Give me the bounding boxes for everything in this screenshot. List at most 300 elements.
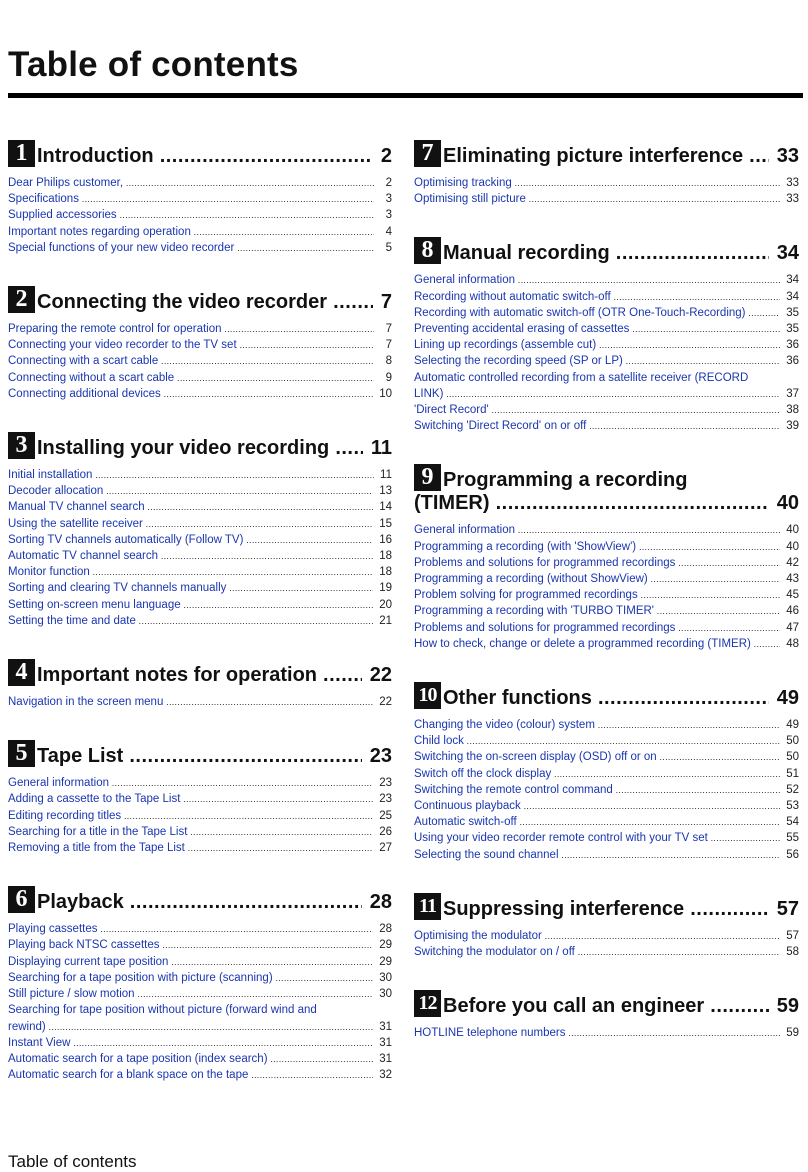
- entry-page-number: 56: [786, 848, 799, 861]
- section-heading[interactable]: [414, 237, 799, 265]
- entry-title: [414, 555, 780, 571]
- section-page-number: 34: [776, 242, 799, 265]
- toc-entry[interactable]: [414, 418, 799, 434]
- entry-title: [8, 516, 373, 532]
- toc-entry[interactable]: [414, 370, 799, 402]
- toc-entry[interactable]: [8, 516, 392, 532]
- entry-title-text: Sorting and clearing TV channels manually: [8, 582, 227, 595]
- toc-entry[interactable]: [8, 808, 392, 824]
- chapter-number-badge: 10: [414, 682, 441, 709]
- entry-title: [8, 386, 373, 402]
- entry-title-text: Navigation in the screen menu: [8, 696, 164, 709]
- entry-page-number: 53: [786, 800, 799, 813]
- toc-entry[interactable]: [8, 921, 392, 937]
- entry-page-number: 22: [379, 696, 392, 709]
- entry-page-number: 34: [786, 290, 799, 303]
- entry-title: [8, 986, 373, 1002]
- entry-page-number: 21: [379, 614, 392, 627]
- entry-page-number: 48: [786, 637, 799, 650]
- entry-title: [8, 548, 373, 564]
- toc-section-12: [414, 990, 799, 1041]
- toc-entry[interactable]: [8, 1051, 392, 1067]
- entry-page-number: 8: [385, 355, 392, 368]
- right-column: [414, 140, 799, 1042]
- entry-page-number: 30: [379, 988, 392, 1001]
- toc-section-3: [8, 432, 392, 629]
- entry-title-text: Specifications: [8, 193, 79, 206]
- entry-page-number: 33: [786, 193, 799, 206]
- entry-page-number: 36: [786, 355, 799, 368]
- entry-page-number: 26: [379, 825, 392, 838]
- entry-page-number: 55: [786, 832, 799, 845]
- toc-entry[interactable]: [8, 191, 392, 207]
- entry-page-number: 18: [379, 566, 392, 579]
- section-title-text: Programming a recording: [443, 469, 688, 492]
- entry-page-number: 25: [379, 809, 392, 822]
- entry-page-number: 35: [786, 306, 799, 319]
- section-title: [37, 437, 363, 460]
- entry-page-number: 16: [379, 533, 392, 546]
- entry-page-number: 28: [379, 923, 392, 936]
- toc-entry[interactable]: [8, 548, 392, 564]
- entry-list: [414, 1025, 799, 1041]
- chapter-number-badge: 4: [8, 659, 35, 686]
- footer-label: Table of contents: [8, 1152, 137, 1171]
- entry-page-number: 27: [379, 842, 392, 855]
- entry-title-text: Lining up recordings (assemble cut): [414, 339, 597, 352]
- entry-list: [414, 272, 799, 434]
- entry-title-text: Searching for a title in the Tape List: [8, 825, 188, 838]
- chapter-number-badge: 12: [414, 990, 441, 1017]
- entry-page-number: 5: [385, 241, 392, 254]
- entry-title-text: Connecting additional devices: [8, 387, 161, 400]
- toc-entry[interactable]: [414, 522, 799, 538]
- entry-title-text: Special functions of your new video recorder: [8, 241, 235, 254]
- entry-title: [8, 597, 373, 613]
- section-title-text: Suppressing interference: [443, 897, 685, 920]
- section-page-number: 28: [369, 891, 392, 914]
- entry-page-number: 52: [786, 783, 799, 796]
- entry-page-number: 35: [786, 323, 799, 336]
- entry-list: [414, 928, 799, 960]
- entry-title: [414, 587, 780, 603]
- entry-title-text: Displaying current tape position: [8, 955, 169, 968]
- entry-title: [414, 928, 780, 944]
- entry-title-text: Sorting TV channels automatically (Follow TV): [8, 533, 244, 546]
- entry-page-number: 46: [786, 605, 799, 618]
- toc-entry[interactable]: [414, 733, 799, 749]
- entry-title-text: Dear Philips customer,: [8, 177, 124, 189]
- entry-page-number: 59: [786, 1027, 799, 1040]
- left-column: [8, 140, 392, 1083]
- entry-title: [8, 1051, 373, 1067]
- entry-page-number: 51: [786, 767, 799, 780]
- section-title-text-2: (TIMER): [414, 492, 490, 515]
- toc-entry[interactable]: [414, 353, 799, 369]
- entry-title-text: How to check, change or delete a programmed recording (TIMER): [414, 637, 751, 650]
- section-heading[interactable]: [414, 893, 799, 921]
- entry-list: [8, 175, 392, 256]
- entry-title-text: General information: [8, 777, 109, 790]
- entry-page-number: 18: [379, 550, 392, 563]
- toc-entry[interactable]: [8, 613, 392, 629]
- entry-title: [8, 224, 374, 240]
- toc-entry[interactable]: [414, 337, 799, 353]
- section-heading[interactable]: [8, 740, 392, 768]
- entry-title-text: Playing cassettes: [8, 923, 98, 936]
- toc-section-11: [414, 893, 799, 960]
- entry-page-number: 50: [786, 751, 799, 764]
- entry-title: [8, 564, 373, 580]
- entry-title: [8, 207, 374, 223]
- toc-entry[interactable]: [8, 564, 392, 580]
- entry-title-text: Initial installation: [8, 469, 93, 482]
- section-title: [443, 145, 769, 168]
- entry-title: [414, 814, 780, 830]
- toc-entry[interactable]: [8, 937, 392, 953]
- entry-page-number: 58: [786, 946, 799, 959]
- section-title: [37, 145, 373, 168]
- toc-entry[interactable]: [8, 840, 392, 856]
- entry-page-number: 38: [786, 404, 799, 417]
- toc-entry[interactable]: [8, 986, 392, 1002]
- entry-page-number: 3: [385, 209, 392, 222]
- section-title: [443, 687, 769, 710]
- section-heading[interactable]: [414, 464, 799, 515]
- toc-entry[interactable]: [8, 207, 392, 223]
- entry-title-text: Monitor function: [8, 566, 90, 579]
- toc-entry[interactable]: [414, 814, 799, 830]
- entry-title: [414, 321, 780, 337]
- entry-title-text: Removing a title from the Tape List: [8, 842, 185, 855]
- toc-entry[interactable]: [414, 620, 799, 636]
- toc-entry[interactable]: [8, 580, 392, 596]
- entry-page-number: 40: [786, 524, 799, 537]
- toc-entry[interactable]: [8, 370, 392, 386]
- entry-page-number: 39: [786, 420, 799, 433]
- toc-entry[interactable]: [8, 970, 392, 986]
- section-heading-line2: [414, 492, 799, 515]
- entry-title: [414, 830, 780, 846]
- entry-title: [414, 353, 780, 369]
- toc-entry[interactable]: [414, 175, 799, 191]
- entry-page-number: 23: [379, 793, 392, 806]
- entry-list: [8, 921, 392, 1083]
- entry-page-number: 33: [786, 177, 799, 189]
- toc-entry[interactable]: [8, 954, 392, 970]
- toc-entry[interactable]: [414, 305, 799, 321]
- toc-entry[interactable]: [414, 749, 799, 765]
- toc-entry[interactable]: [8, 694, 392, 710]
- entry-page-number: 20: [379, 598, 392, 611]
- entry-page-number: 43: [786, 573, 799, 586]
- section-page-number: 2: [380, 145, 392, 167]
- entry-title-text: Problems and solutions for programmed recordings: [414, 556, 676, 569]
- entry-title-text: Programming a recording (without ShowView): [414, 573, 648, 586]
- toc-entry[interactable]: [8, 791, 392, 807]
- section-page-number: 57: [776, 897, 799, 920]
- toc-entry[interactable]: [414, 782, 799, 798]
- entry-page-number: 50: [786, 735, 799, 748]
- entry-title-text: Connecting with a scart cable: [8, 355, 159, 368]
- toc-entry[interactable]: [414, 402, 799, 418]
- toc-entry[interactable]: [8, 353, 392, 369]
- entry-page-number: 9: [385, 371, 392, 384]
- entry-page-number: 40: [786, 540, 799, 553]
- entry-title: [414, 539, 780, 555]
- entry-page-number: 32: [379, 1069, 392, 1082]
- toc-entry[interactable]: [414, 191, 799, 207]
- section-page-number: 59: [776, 995, 799, 1018]
- toc-entry[interactable]: [414, 555, 799, 571]
- toc-entry[interactable]: [8, 386, 392, 402]
- toc-entry[interactable]: [414, 539, 799, 555]
- entry-title-line2: [8, 1019, 392, 1035]
- entry-page-number: 31: [379, 1052, 392, 1065]
- toc-entry[interactable]: [8, 532, 392, 548]
- entry-page-number: 13: [379, 485, 392, 498]
- section-title: [37, 291, 373, 314]
- toc-entry[interactable]: [8, 483, 392, 499]
- entry-list: [414, 717, 799, 863]
- toc-entry[interactable]: [8, 775, 392, 791]
- entry-title: [414, 620, 780, 636]
- toc-entry[interactable]: [8, 321, 392, 337]
- toc-entry[interactable]: [414, 928, 799, 944]
- toc-entry[interactable]: [8, 175, 392, 191]
- entry-title-line1: Searching for tape position without picture (forward wind and: [8, 1004, 317, 1017]
- toc-section-1: [8, 140, 392, 256]
- entry-title: [8, 532, 373, 548]
- section-title-text: Other functions: [443, 687, 592, 710]
- section-heading[interactable]: [8, 140, 392, 168]
- entry-title-text: Automatic search for a tape position (index search): [8, 1052, 268, 1065]
- entry-title-text: Important notes regarding operation: [8, 225, 191, 238]
- toc-entry[interactable]: [414, 571, 799, 587]
- toc-entry[interactable]: [8, 240, 392, 256]
- toc-section-6: [8, 886, 392, 1083]
- section-title-continued: [414, 492, 769, 515]
- chapter-number-badge: 2: [8, 286, 35, 313]
- entry-title: [414, 944, 780, 960]
- toc-entry[interactable]: [414, 847, 799, 863]
- entry-page-number: 19: [379, 582, 392, 595]
- entry-title: [8, 499, 373, 515]
- entry-title-text: Connecting your video recorder to the TV set: [8, 339, 237, 352]
- entry-page-number: 7: [385, 339, 392, 352]
- toc-entry[interactable]: [414, 603, 799, 619]
- section-title: [443, 898, 769, 921]
- entry-title: [8, 353, 374, 369]
- section-page-number: 22: [369, 664, 392, 687]
- entry-page-number: 23: [379, 777, 392, 790]
- entry-title-text: Selecting the sound channel: [414, 848, 559, 861]
- entry-page-number: 15: [379, 517, 392, 530]
- entry-page-number: 2: [385, 177, 392, 189]
- toc-entry[interactable]: [414, 1025, 799, 1041]
- entry-page-number: 31: [379, 1036, 392, 1049]
- entry-title-text: Automatic switch-off: [414, 816, 517, 829]
- toc-entry[interactable]: [8, 1035, 392, 1051]
- chapter-number-badge: 11: [414, 893, 441, 920]
- entry-title-text: General information: [414, 524, 515, 537]
- entry-page-number: 31: [379, 1020, 392, 1033]
- entry-title: [414, 603, 780, 619]
- section-heading[interactable]: [8, 659, 392, 687]
- entry-title: [414, 798, 780, 814]
- section-title-text: Playback: [37, 891, 124, 914]
- entry-title: [8, 337, 374, 353]
- entry-list: [8, 321, 392, 402]
- entry-page-number: 42: [786, 556, 799, 569]
- toc-entry[interactable]: [414, 798, 799, 814]
- chapter-number-badge: 8: [414, 237, 441, 264]
- entry-title: [8, 791, 373, 807]
- entry-page-number: 47: [786, 621, 799, 634]
- entry-page-number: 4: [385, 225, 392, 238]
- entry-title: [8, 613, 373, 629]
- toc-section-8: [414, 237, 799, 434]
- entry-title-text: Setting the time and date: [8, 614, 136, 627]
- entry-title: [414, 191, 780, 207]
- entry-title: [414, 766, 780, 782]
- entry-title-text: Switching the modulator on / off: [414, 946, 575, 959]
- toc-entry[interactable]: [8, 224, 392, 240]
- section-title-text: Installing your video recording: [37, 437, 330, 460]
- toc-entry[interactable]: [8, 1067, 392, 1083]
- entry-title-text: Selecting the recording speed (SP or LP): [414, 355, 623, 368]
- entry-title-text: LINK): [414, 387, 444, 400]
- toc-section-4: [8, 659, 392, 710]
- entry-title: [8, 240, 374, 256]
- entry-title: [8, 580, 373, 596]
- toc-entry[interactable]: [414, 272, 799, 288]
- toc-entry[interactable]: [414, 830, 799, 846]
- section-title-text: Important notes for operation: [37, 664, 317, 687]
- entry-title: [8, 937, 373, 953]
- entry-title-line1: Automatic controlled recording from a satellite receiver (RECORD: [414, 371, 749, 384]
- toc-entry[interactable]: [8, 467, 392, 483]
- entry-title-text: rewind): [8, 1020, 46, 1033]
- toc-entry[interactable]: [8, 499, 392, 515]
- entry-page-number: 37: [786, 387, 799, 400]
- section-title-text: Eliminating picture interference: [443, 145, 744, 167]
- entry-list: [8, 775, 392, 856]
- entry-title: [8, 483, 373, 499]
- toc-entry[interactable]: [414, 587, 799, 603]
- entry-title: [414, 749, 780, 765]
- section-page-number: 33: [776, 145, 799, 167]
- entry-title: [414, 272, 780, 288]
- entry-title-text: Preparing the remote control for operation: [8, 323, 222, 336]
- toc-entry[interactable]: [8, 1002, 392, 1034]
- section-title-text: Manual recording: [443, 242, 610, 265]
- entry-title-text: Optimising still picture: [414, 193, 526, 206]
- entry-title: [8, 467, 374, 483]
- entry-title: [8, 840, 373, 856]
- toc-entry[interactable]: [414, 636, 799, 652]
- section-page-number: 7: [380, 291, 392, 314]
- toc-section-2: [8, 286, 392, 402]
- entry-list: [414, 522, 799, 652]
- entry-title: [8, 954, 373, 970]
- entry-page-number: 29: [379, 955, 392, 968]
- section-heading[interactable]: [414, 682, 799, 710]
- entry-title: [414, 847, 780, 863]
- toc-section-7: [414, 140, 799, 207]
- entry-page-number: 54: [786, 816, 799, 829]
- section-heading[interactable]: [414, 140, 799, 168]
- section-title: [37, 891, 362, 914]
- section-title: [443, 995, 769, 1018]
- entry-page-number: 11: [380, 469, 392, 482]
- entry-title: [414, 386, 780, 402]
- entry-title-text: Switching the remote control command: [414, 783, 613, 796]
- toc-section-10: [414, 682, 799, 863]
- entry-page-number: 10: [379, 387, 392, 400]
- section-heading[interactable]: [414, 990, 799, 1018]
- entry-title: [414, 717, 780, 733]
- entry-title-text: Switching 'Direct Record' on or off: [414, 420, 587, 433]
- entry-title-text: Editing recording titles: [8, 809, 122, 822]
- entry-title: [414, 636, 780, 652]
- entry-title-text: Automatic search for a blank space on the tape: [8, 1069, 249, 1082]
- entry-list: [8, 694, 392, 710]
- entry-title-text: Problem solving for programmed recordings: [414, 589, 638, 602]
- entry-title-text: HOTLINE telephone numbers: [414, 1027, 566, 1040]
- entry-title-text: Child lock: [414, 735, 464, 748]
- entry-page-number: 3: [385, 193, 392, 206]
- entry-page-number: 34: [786, 274, 799, 287]
- toc-entry[interactable]: [8, 824, 392, 840]
- entry-title-text: Adding a cassette to the Tape List: [8, 793, 181, 806]
- entry-title: [414, 733, 780, 749]
- section-heading[interactable]: [8, 432, 392, 460]
- section-page-number: 49: [776, 687, 799, 710]
- toc-entry[interactable]: [8, 597, 392, 613]
- entry-title-text: Continuous playback: [414, 800, 521, 813]
- entry-title-text: Setting on-screen menu language: [8, 598, 181, 611]
- entry-title-text: Recording with automatic switch-off (OTR One-Touch-Recording): [414, 306, 746, 319]
- entry-page-number: 45: [786, 589, 799, 602]
- entry-page-number: 57: [786, 929, 799, 942]
- entry-title: [414, 418, 780, 434]
- toc-entry[interactable]: [414, 944, 799, 960]
- entry-title: [8, 775, 373, 791]
- section-title-text: Connecting the video recorder: [37, 291, 328, 314]
- chapter-number-badge: 9: [414, 464, 441, 491]
- section-heading[interactable]: [8, 286, 392, 314]
- entry-page-number: 36: [786, 339, 799, 352]
- toc-entry[interactable]: [414, 321, 799, 337]
- toc-entry[interactable]: [8, 337, 392, 353]
- section-page-number: 40: [776, 492, 799, 515]
- section-heading[interactable]: [8, 886, 392, 914]
- section-page-number: 23: [369, 745, 392, 768]
- entry-title: [8, 370, 374, 386]
- toc-entry[interactable]: [414, 717, 799, 733]
- section-title-text: Tape List: [37, 745, 124, 768]
- entry-title: [8, 921, 373, 937]
- entry-title-text: Programming a recording with 'TURBO TIMER': [414, 605, 654, 618]
- entry-title: [8, 175, 374, 191]
- entry-title-line2: [414, 386, 799, 402]
- toc-entry[interactable]: [414, 766, 799, 782]
- entry-title-text: Optimising the modulator: [414, 929, 542, 942]
- toc-entry[interactable]: [414, 289, 799, 305]
- entry-title-text: Programming a recording (with 'ShowView'): [414, 540, 637, 553]
- entry-title: [414, 305, 780, 321]
